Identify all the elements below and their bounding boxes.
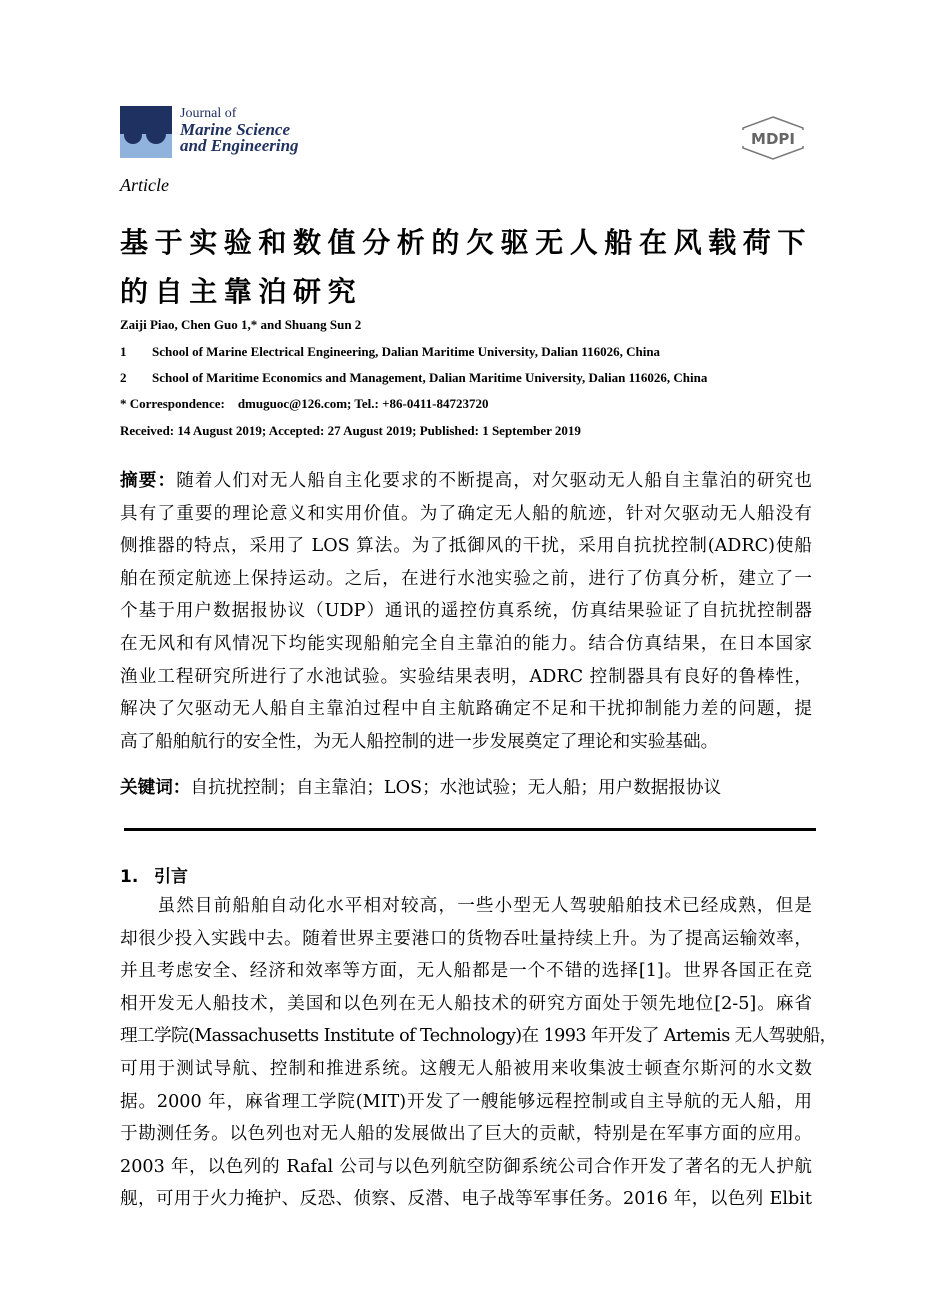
keywords-text: 自抗扰控制；自主靠泊；LOS；水池试验；无人船；用户数据报协议 [190,778,722,798]
correspondence: * Correspondence: dmuguoc@126.com; Tel.: +86-0411-84723720 [120,396,489,411]
abstract-line: 高了船舶航行的安全性，为无人船控制的进一步发展奠定了理论和实验基础。 [120,731,719,752]
abstract-line: 在无风和有风情况下均能实现船舶完全自主靠泊的能力。结合仿真结果，在日本国家 [120,633,812,654]
abstract-line: 渔业工程研究所进行了水池试验。实验结果表明，ADRC 控制器具有良好的鲁棒性， [120,666,812,687]
keywords [120,772,812,805]
section-body [120,890,837,1216]
abstract-line: 随着人们对无人船自主化要求的不断提高，对欠驱动无人船自主靠泊的研究也 [176,471,812,491]
keywords-label: 关键词： [120,778,191,798]
divider [124,828,816,831]
article-type: Article [120,175,169,195]
paper-title: 基于实验和数值分析的欠驱无人船在风载荷下的自主靠泊研究 [120,226,813,308]
affiliation-text: School of Maritime Economics and Management, Dalian Maritime University, Dalian 116026, China [152,370,708,385]
affiliation-number: 2 [120,370,127,385]
section-heading [120,862,188,887]
dates: Received: 14 August 2019; Accepted: 27 August 2019; Published: 1 September 2019 [120,423,581,438]
body-line: 2003 年，以色列的 Rafal 公司与以色列航空防御系统公司合作开发了著名的无人护航 [120,1156,812,1177]
mdpi-logo-text: MDPI [751,130,795,148]
section-number: 1. [120,867,139,887]
affiliation-2 [120,370,707,386]
journal-logo-icon [120,106,172,158]
body-line: 虽然目前船舶自动化水平相对较高，一些小型无人驾驶船舶技术已经成熟，但是 [120,896,812,916]
affiliation-1 [120,344,660,360]
journal-line-3: and Engineering [180,136,299,155]
abstract [120,465,812,758]
body-line: 却很少投入实践中去。随着世界主要港口的货物吞吐量持续上升。为了提高运输效率， [120,928,812,949]
body-line: 于勘测任务。以色列也对无人船的发展做出了巨大的贡献，特别是在军事方面的应用。 [120,1124,812,1145]
body-line: 相开发无人船技术，美国和以色列在无人船技术的研究方面处于领先地位[2-5]。麻省 [120,993,812,1014]
section-title: 引言 [154,867,188,887]
journal-line-2: Marine Science [180,120,291,139]
mdpi-logo-icon [740,116,806,160]
abstract-label: 摘要： [120,471,177,491]
journal-name [180,106,299,154]
authors: Zaiji Piao, Chen Guo 1,* and Shuang Sun 2 [120,317,362,332]
body-line: 并且考虑安全、经济和效率等方面，无人船都是一个不错的选择[1]。世界各国正在竞 [120,961,812,982]
body-line: 可用于测试导航、控制和推进系统。这艘无人船被用来收集波士顿查尔斯河的水文数 [120,1058,812,1079]
body-line: 舰，可用于火力掩护、反恐、侦察、反潜、电子战等军事任务。2016 年，以色列 Elbit [120,1189,812,1210]
journal-line-1: Journal of [180,106,237,121]
abstract-line: 舶在预定航迹上保持运动。之后，在进行水池实验之前，进行了仿真分析，建立了一 [120,568,812,589]
abstract-line: 具有了重要的理论意义和实用价值。为了确定无人船的航迹，针对欠驱动无人船没有 [120,503,812,524]
body-line: 据。2000 年，麻省理工学院(MIT)开发了一艘能够远程控制或自主导航的无人船，用 [120,1091,812,1112]
body-line: 理工学院(Massachusetts Institute of Technology)在 1993 年开发了 Artemis 无人驾驶船， [120,1026,837,1047]
abstract-line: 个基于用户数据报协议（UDP）通讯的遥控仿真系统，仿真结果验证了自抗扰控制器 [120,601,812,622]
affiliation-text: School of Marine Electrical Engineering, Dalian Maritime University, Dalian 116026, China [152,344,661,359]
abstract-line: 解决了欠驱动无人船自主靠泊过程中自主航路确定不足和干扰抑制能力差的问题，提 [120,699,812,720]
affiliation-number: 1 [120,344,127,359]
abstract-line: 侧推器的特点，采用了 LOS 算法。为了抵御风的干扰，采用自抗扰控制(ADRC)使船 [120,536,812,557]
